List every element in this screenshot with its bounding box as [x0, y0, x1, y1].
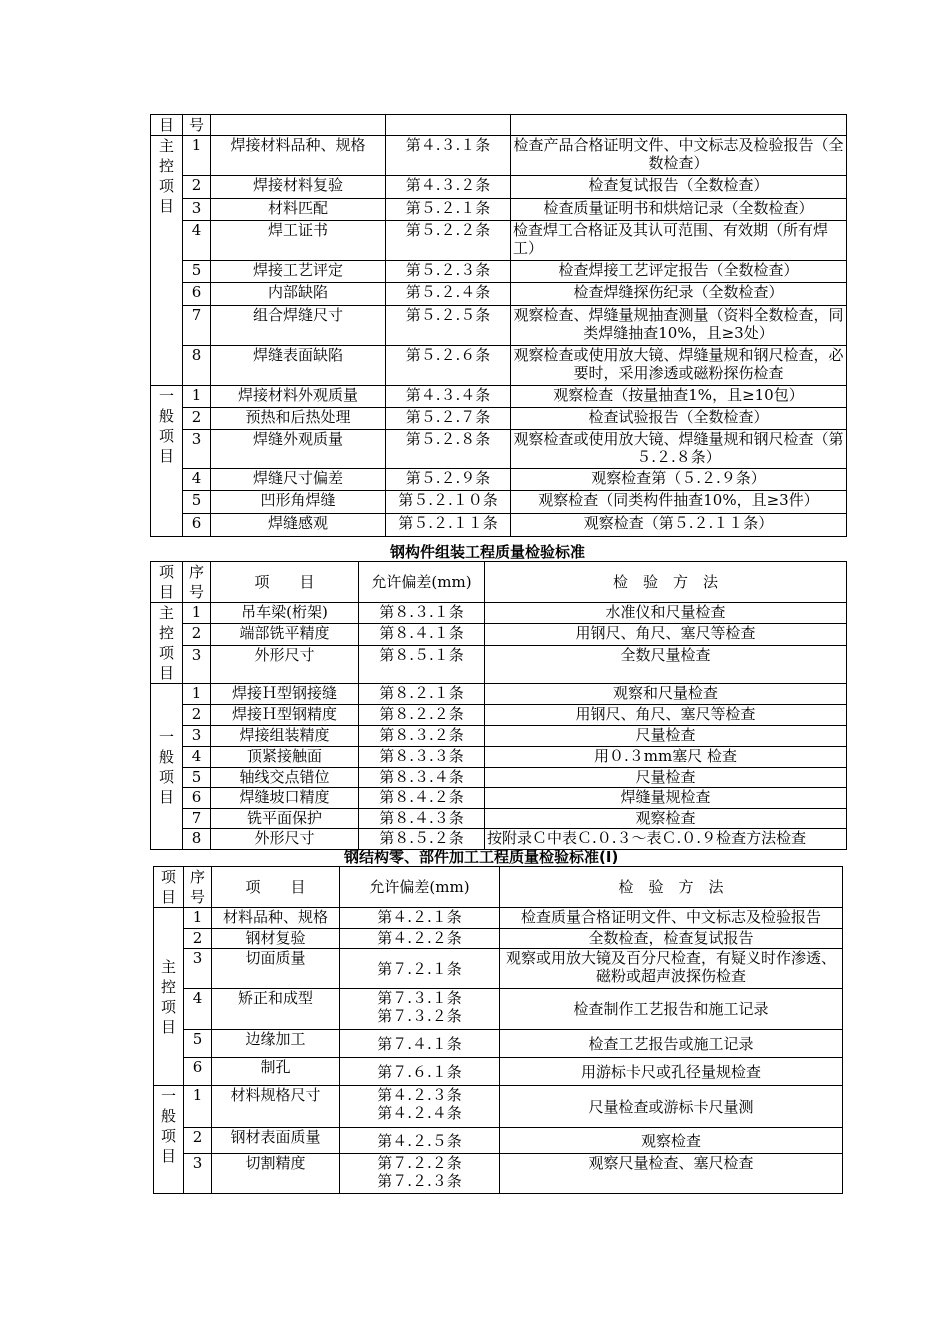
table-row: [154, 949, 843, 989]
row-method: 观察检查（第５.２.１１条）: [511, 514, 847, 537]
table-row: [151, 491, 847, 514]
table-row: [154, 1154, 843, 1194]
row-clause: 第４.３.１条: [386, 136, 511, 176]
row-method: 检查产品合格证明文件、中文标志及检验报告（全数检查）: [511, 136, 847, 176]
row-method: 尺量检查或游标卡尺量测: [500, 1086, 843, 1128]
row-no: 4: [183, 747, 211, 768]
row-method: 观察和尺量检查: [485, 684, 847, 705]
row-clause: 第５.２.７条: [386, 408, 511, 430]
header-item-cell: 项 目: [212, 867, 340, 908]
header-method-cell: 检 验 方 法: [485, 562, 847, 603]
header-group-cell: 项目: [154, 867, 184, 908]
row-item: 钢材复验: [212, 929, 340, 949]
row-item: 焊接组装精度: [211, 726, 359, 747]
group-label-general: 一般项目: [151, 684, 183, 850]
header-group-cell: 目: [151, 115, 183, 136]
row-item: 制孔: [212, 1058, 340, 1086]
row-no: 5: [183, 491, 211, 514]
row-clause-line: 第４.２.３条: [377, 1086, 462, 1104]
row-clause: 第７.４.１条: [340, 1030, 500, 1058]
row-method: 尺量检查: [485, 726, 847, 747]
table-row: [154, 989, 843, 1030]
row-no: 5: [183, 261, 211, 283]
header-item-cell: [211, 115, 386, 136]
row-clause: 第４.２.５条: [340, 1128, 500, 1154]
row-no: 4: [183, 469, 211, 491]
row-no: 2: [183, 624, 211, 645]
welding-quality-table: [150, 114, 847, 537]
row-no: 3: [183, 430, 211, 469]
row-method: 观察或用放大镜及百分尺检查，有疑义时作渗透、磁粉或超声波探伤检查: [500, 949, 843, 989]
row-item: 边缘加工: [212, 1030, 340, 1058]
row-item: 内部缺陷: [211, 283, 386, 306]
row-no: 5: [183, 768, 211, 788]
table-row: [151, 283, 847, 306]
row-method: 全数检查，检查复试报告: [500, 929, 843, 949]
row-no: 1: [183, 684, 211, 705]
table-row: [151, 705, 847, 726]
row-item: 焊接Ｈ型钢精度: [211, 705, 359, 726]
row-method: 检查焊接工艺评定报告（全数检查）: [511, 261, 847, 283]
row-method: 观察检查: [500, 1128, 843, 1154]
row-no: 1: [183, 386, 211, 408]
row-item: 焊缝感观: [211, 514, 386, 537]
row-method: 观察检查（同类构件抽查10%，且≥3件）: [511, 491, 847, 514]
row-clause: 第８.４.２条: [359, 788, 485, 809]
row-item: 焊工证书: [211, 221, 386, 261]
row-clause: 第５.２.２条: [386, 221, 511, 261]
table-row: [151, 726, 847, 747]
row-item: 外形尺寸: [211, 645, 359, 684]
row-clause: 第５.２.５条: [386, 306, 511, 346]
row-clause: 第５.２.１１条: [386, 514, 511, 537]
table-row: [154, 908, 843, 929]
table-row: [151, 768, 847, 788]
row-item: 切割精度: [212, 1154, 340, 1194]
row-item: 凹形角焊缝: [211, 491, 386, 514]
row-method: 检查焊工合格证及其认可范围、有效期（所有焊工）: [511, 221, 847, 261]
row-no: 7: [183, 809, 211, 829]
row-clause: 第８.３.３条: [359, 747, 485, 768]
row-item: 焊缝表面缺陷: [211, 346, 386, 386]
row-no: 1: [183, 136, 211, 176]
row-no: 3: [184, 949, 212, 989]
assembly-table-title: 钢构件组装工程质量检验标准: [390, 543, 586, 561]
row-clause: 第８.２.２条: [359, 705, 485, 726]
row-item: 焊缝外观质量: [211, 430, 386, 469]
header-group-cell: 项目: [151, 562, 183, 603]
row-method: 观察检查: [485, 809, 847, 829]
row-clause: 第７.６.１条: [340, 1058, 500, 1086]
row-no: 4: [184, 989, 212, 1030]
header-item-cell: 项 目: [211, 562, 359, 603]
row-no: 6: [183, 788, 211, 809]
row-method: 观察检查、焊缝量规抽查测量（资料全数检查，同类焊缝抽查10%，且≥3处）: [511, 306, 847, 346]
row-method: 用游标卡尺或孔径量规检查: [500, 1058, 843, 1086]
table-row: [151, 430, 847, 469]
table-row: [151, 408, 847, 430]
parts-processing-quality-table: [153, 866, 843, 1194]
row-no: 4: [183, 221, 211, 261]
row-no: 7: [183, 306, 211, 346]
row-item: 焊接材料外观质量: [211, 386, 386, 408]
row-method: 检查试验报告（全数检查）: [511, 408, 847, 430]
row-item: 切面质量: [212, 949, 340, 989]
row-item: 吊车梁(桁架): [211, 603, 359, 624]
row-item: 焊接工艺评定: [211, 261, 386, 283]
table-row: [151, 176, 847, 199]
row-no: 8: [183, 829, 211, 850]
row-method: 用钢尺、角尺、塞尺等检查: [485, 624, 847, 645]
row-item: 顶紧接触面: [211, 747, 359, 768]
row-clause: 第８.３.２条: [359, 726, 485, 747]
row-no: 2: [183, 176, 211, 199]
table-row: [151, 747, 847, 768]
row-no: 3: [183, 726, 211, 747]
row-method: 检查质量证明书和烘焙记录（全数检查）: [511, 199, 847, 221]
row-item: 组合焊缝尺寸: [211, 306, 386, 346]
row-no: 6: [183, 283, 211, 306]
table-row: [154, 1058, 843, 1086]
row-method: 焊缝量规检查: [485, 788, 847, 809]
row-clause-line: 第７.３.２条: [377, 1007, 462, 1025]
row-method: 检查焊缝探伤纪录（全数检查）: [511, 283, 847, 306]
table-row: [154, 1128, 843, 1154]
table-row: [151, 386, 847, 408]
row-method: 检查制作工艺报告和施工记录: [500, 989, 843, 1030]
row-item: 焊接Ｈ型钢接缝: [211, 684, 359, 705]
row-clause: [340, 1154, 500, 1194]
row-method: 用０.３mm塞尺 检查: [485, 747, 847, 768]
table-row: [154, 1030, 843, 1058]
table-row: [151, 788, 847, 809]
header-no-cell: 号: [183, 115, 211, 136]
row-no: 2: [184, 929, 212, 949]
table-row: [151, 469, 847, 491]
row-clause: 第５.２.６条: [386, 346, 511, 386]
table-row: [151, 645, 847, 684]
row-method: 检查复试报告（全数检查）: [511, 176, 847, 199]
row-clause: 第８.５.１条: [359, 645, 485, 684]
group-label-general: 一般项目: [151, 386, 183, 537]
header-no-cell: 序号: [183, 562, 211, 603]
table-row: [151, 346, 847, 386]
row-no: 6: [184, 1058, 212, 1086]
table-row: [151, 136, 847, 176]
row-method: 按附录Ｃ中表Ｃ.０.３～表Ｃ.０.９检查方法检查: [485, 829, 847, 850]
table-row: [154, 1086, 843, 1128]
row-method: 观察检查（按量抽查1%，且≥10包）: [511, 386, 847, 408]
row-clause: 第８.３.４条: [359, 768, 485, 788]
row-no: 3: [183, 199, 211, 221]
row-item: 预热和后热处理: [211, 408, 386, 430]
group-label-general: 一般项目: [154, 1086, 184, 1194]
row-method: 水准仪和尺量检查: [485, 603, 847, 624]
row-clause-line: 第４.２.４条: [377, 1104, 462, 1122]
row-method: 检查质量合格证明文件、中文标志及检验报告: [500, 908, 843, 929]
row-clause: 第４.２.２条: [340, 929, 500, 949]
table-row: [151, 603, 847, 624]
table-row: [151, 829, 847, 850]
row-clause: 第５.２.３条: [386, 261, 511, 283]
row-clause-line: 第７.２.３条: [377, 1172, 462, 1190]
row-item: 焊缝尺寸偏差: [211, 469, 386, 491]
row-clause: 第８.３.１条: [359, 603, 485, 624]
row-no: 6: [183, 514, 211, 537]
row-no: 3: [184, 1154, 212, 1194]
table-row: [151, 809, 847, 829]
row-item: 端部铣平精度: [211, 624, 359, 645]
group-label-main: 主控项目: [151, 136, 183, 386]
row-method: 全数尺量检查: [485, 645, 847, 684]
row-clause-line: 第７.２.２条: [377, 1154, 462, 1172]
header-method-cell: 检 验 方 法: [500, 867, 843, 908]
table-row: [151, 261, 847, 283]
row-no: 2: [183, 408, 211, 430]
header-method-cell: [511, 115, 847, 136]
row-item: 焊接材料复验: [211, 176, 386, 199]
row-item: 矫正和成型: [212, 989, 340, 1030]
row-method: 尺量检查: [485, 768, 847, 788]
row-clause: 第８.２.１条: [359, 684, 485, 705]
table-row: [151, 624, 847, 645]
row-item: 焊接材料品种、规格: [211, 136, 386, 176]
row-clause: 第４.２.１条: [340, 908, 500, 929]
assembly-quality-table: [150, 561, 847, 850]
row-item: 外形尺寸: [211, 829, 359, 850]
row-item: 轴线交点错位: [211, 768, 359, 788]
row-item: 钢材表面质量: [212, 1128, 340, 1154]
header-clause-cell: 允许偏差(mm): [359, 562, 485, 603]
row-clause: 第５.２.８条: [386, 430, 511, 469]
row-method: 检查工艺报告或施工记录: [500, 1030, 843, 1058]
row-item: 材料品种、规格: [212, 908, 340, 929]
row-no: 2: [183, 705, 211, 726]
table-row: [151, 684, 847, 705]
row-clause: 第５.２.４条: [386, 283, 511, 306]
row-clause: 第７.２.１条: [340, 949, 500, 989]
table-row: [154, 929, 843, 949]
row-clause: 第５.２.９条: [386, 469, 511, 491]
table-row: [151, 199, 847, 221]
header-no-cell: 序号: [184, 867, 212, 908]
row-clause: [340, 989, 500, 1030]
group-label-main: 主控项目: [151, 603, 183, 684]
row-no: 8: [183, 346, 211, 386]
row-item: 材料规格尺寸: [212, 1086, 340, 1128]
row-clause: 第４.３.４条: [386, 386, 511, 408]
row-item: 材料匹配: [211, 199, 386, 221]
table-row: [151, 221, 847, 261]
group-label-main: 主控项目: [154, 908, 184, 1086]
header-clause-cell: [386, 115, 511, 136]
row-clause: [340, 1086, 500, 1128]
row-clause: 第４.３.２条: [386, 176, 511, 199]
row-method: 用钢尺、角尺、塞尺等检查: [485, 705, 847, 726]
table-row: [151, 306, 847, 346]
parts-processing-table-title: 钢结构零、部件加工工程质量检验标准(I): [344, 848, 619, 866]
row-no: 2: [184, 1128, 212, 1154]
row-item: 焊缝坡口精度: [211, 788, 359, 809]
row-method: 观察检查第（５.２.９条）: [511, 469, 847, 491]
row-clause: 第８.４.３条: [359, 809, 485, 829]
header-clause-cell: 允许偏差(mm): [340, 867, 500, 908]
row-no: 1: [184, 1086, 212, 1128]
row-method: 观察检查或使用放大镜、焊缝量规和钢尺检查，必要时，采用渗透或磁粉探伤检查: [511, 346, 847, 386]
row-no: 1: [183, 603, 211, 624]
row-clause-line: 第７.３.１条: [377, 989, 462, 1007]
row-no: 3: [183, 645, 211, 684]
row-method: 观察检查或使用放大镜、焊缝量规和钢尺检查（第５.２.８条）: [511, 430, 847, 469]
row-clause: 第８.４.１条: [359, 624, 485, 645]
table-row: [151, 514, 847, 537]
row-no: 1: [184, 908, 212, 929]
row-no: 5: [184, 1030, 212, 1058]
row-clause: 第５.２.１条: [386, 199, 511, 221]
row-clause: 第８.５.２条: [359, 829, 485, 850]
row-item: 铣平面保护: [211, 809, 359, 829]
row-clause: 第５.２.１０条: [386, 491, 511, 514]
row-method: 观察尺量检查、塞尺检查: [500, 1154, 843, 1194]
